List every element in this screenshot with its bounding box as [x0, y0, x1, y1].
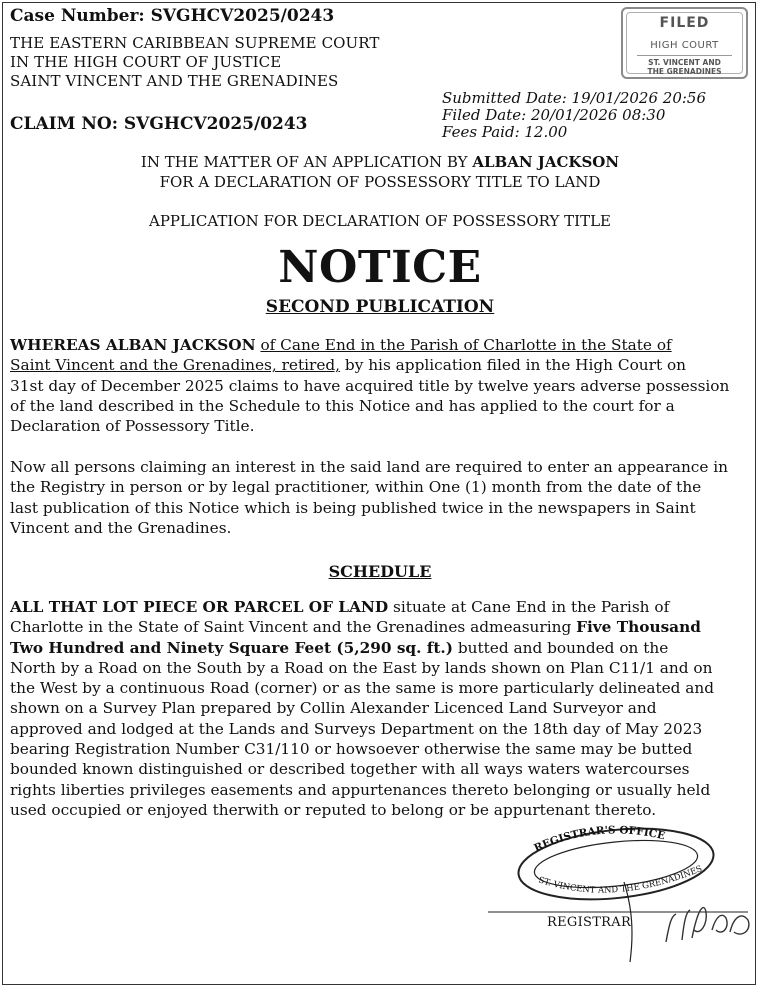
stamp-top-text: REGISTRAR'S OFFICE: [532, 824, 667, 855]
claims-line-3: last publication of this Notice which is being published twice in the newspapers in Saint: [10, 498, 696, 517]
claims-paragraph: [10, 457, 748, 538]
schedule-line-7: approved and lodged at the Lands and Surveys Department on the 18th day of May 2023: [10, 719, 703, 738]
whereas-line-1: [10, 335, 748, 355]
schedule-heading-text: SCHEDULE: [328, 562, 432, 581]
application-title: APPLICATION FOR DECLARATION OF POSSESSORY TITLE: [149, 212, 611, 230]
stamp-bottom-text: ST. VINCENT AND THE GRENADINES: [537, 864, 704, 896]
filed-stamp-court: HIGH COURT: [650, 40, 719, 51]
schedule-line-11: used occupied or enjoyed therwith or reputed to belong or be appurtenant thereto.: [10, 800, 657, 819]
court-name-line-3: SAINT VINCENT AND THE GRENADINES: [10, 72, 339, 90]
registrar-office-stamp: [486, 812, 756, 982]
schedule-line-10: rights liberties privileges easements and appurtenances thereto belonging or usually held: [10, 780, 711, 799]
applicant-address-2: Saint Vincent and the Grenadines, retired,: [10, 356, 341, 375]
applicant-address-1: of Cane End in the Parish of Charlotte in the State of: [260, 336, 672, 354]
area-words-2: Two Hundred and Ninety Square Feet (5,290 sq. ft.): [10, 638, 453, 657]
filed-date: Filed Date: 20/01/2026 08:30: [442, 106, 666, 124]
schedule-line-8: bearing Registration Number C31/110 or howsoever otherwise the same may be butted: [10, 740, 693, 759]
schedule-line-6: shown on a Survey Plan prepared by Collin Alexander Licenced Land Surveyor and: [10, 699, 657, 718]
area-words-1: Five Thousand: [576, 618, 701, 637]
schedule-line-2: [10, 617, 748, 637]
claims-line-4: Vincent and the Grenadines.: [10, 518, 232, 537]
schedule-line-1-text: situate at Cane End in the Parish of: [388, 598, 670, 616]
court-name-line-2: IN THE HIGH COURT OF JUSTICE: [10, 53, 282, 71]
handwritten-date-signature: [666, 908, 749, 942]
filed-stamp-location-line-2: THE GRENADINES: [647, 67, 722, 76]
schedule-line-4: North by a Road on the South by a Road on the East by lands shown on Plan C11/1 and on: [10, 658, 713, 677]
whereas-line-5: Declaration of Possessory Title.: [10, 417, 255, 436]
fees-paid: Fees Paid: 12.00: [442, 123, 568, 141]
schedule-line-9: bounded known distinguished or described together with all ways waters watercourses: [10, 760, 690, 779]
claims-line-1: Now all persons claiming an interest in the said land are required to enter an appearance in: [10, 458, 729, 476]
whereas-line-2-text: by his application filed in the High Court on: [340, 356, 687, 375]
publication-label: SECOND PUBLICATION: [265, 297, 495, 317]
court-name-line-1: THE EASTERN CARIBBEAN SUPREME COURT: [10, 34, 380, 52]
notice-title: NOTICE: [278, 242, 482, 293]
filed-stamp-divider: [637, 55, 732, 56]
parcel-heading: ALL THAT LOT PIECE OR PARCEL OF LAND: [10, 598, 389, 616]
claim-number: CLAIM NO: SVGHCV2025/0243: [10, 114, 308, 134]
claims-line-2: the Registry in person or by legal practitioner, within One (1) month from the date of the: [10, 478, 702, 497]
schedule-paragraph: [10, 597, 748, 820]
filed-stamp-title: FILED: [659, 15, 710, 31]
case-number: Case Number: SVGHCV2025/0243: [10, 6, 335, 26]
submitted-date: Submitted Date: 19/01/2026 20:56: [442, 89, 707, 107]
publication-subtitle: [0, 297, 760, 317]
matter-line-1: [0, 153, 760, 171]
schedule-line-5: the West by a continuous Road (corner) or as the same is more particularly delineated and: [10, 679, 715, 698]
registrar-label: REGISTRAR: [547, 915, 632, 930]
schedule-line-3: [10, 638, 748, 658]
applicant-name: ALBAN JACKSON: [472, 153, 620, 171]
schedule-heading: [0, 562, 760, 581]
whereas-line-2: [10, 355, 748, 375]
schedule-line-1: [10, 597, 748, 617]
matter-line-2: FOR A DECLARATION OF POSSESSORY TITLE TO LAND: [159, 173, 601, 191]
filed-stamp-location-line-1: ST. VINCENT AND: [648, 58, 721, 67]
schedule-line-3-text: butted and bounded on the: [453, 638, 669, 657]
schedule-line-2-text: Charlotte in the State of Saint Vincent and the Grenadines admeasuring: [10, 618, 577, 637]
filed-stamp: [621, 7, 748, 79]
whereas-line-4: of the land described in the Schedule to this Notice and has applied to the court for a: [10, 396, 675, 415]
whereas-paragraph: [10, 335, 748, 436]
matter-prefix: IN THE MATTER OF AN APPLICATION BY: [140, 153, 473, 171]
whereas-applicant: WHEREAS ALBAN JACKSON: [10, 336, 256, 354]
whereas-line-3: 31st day of December 2025 claims to have acquired title by twelve years adverse possession: [10, 376, 730, 395]
